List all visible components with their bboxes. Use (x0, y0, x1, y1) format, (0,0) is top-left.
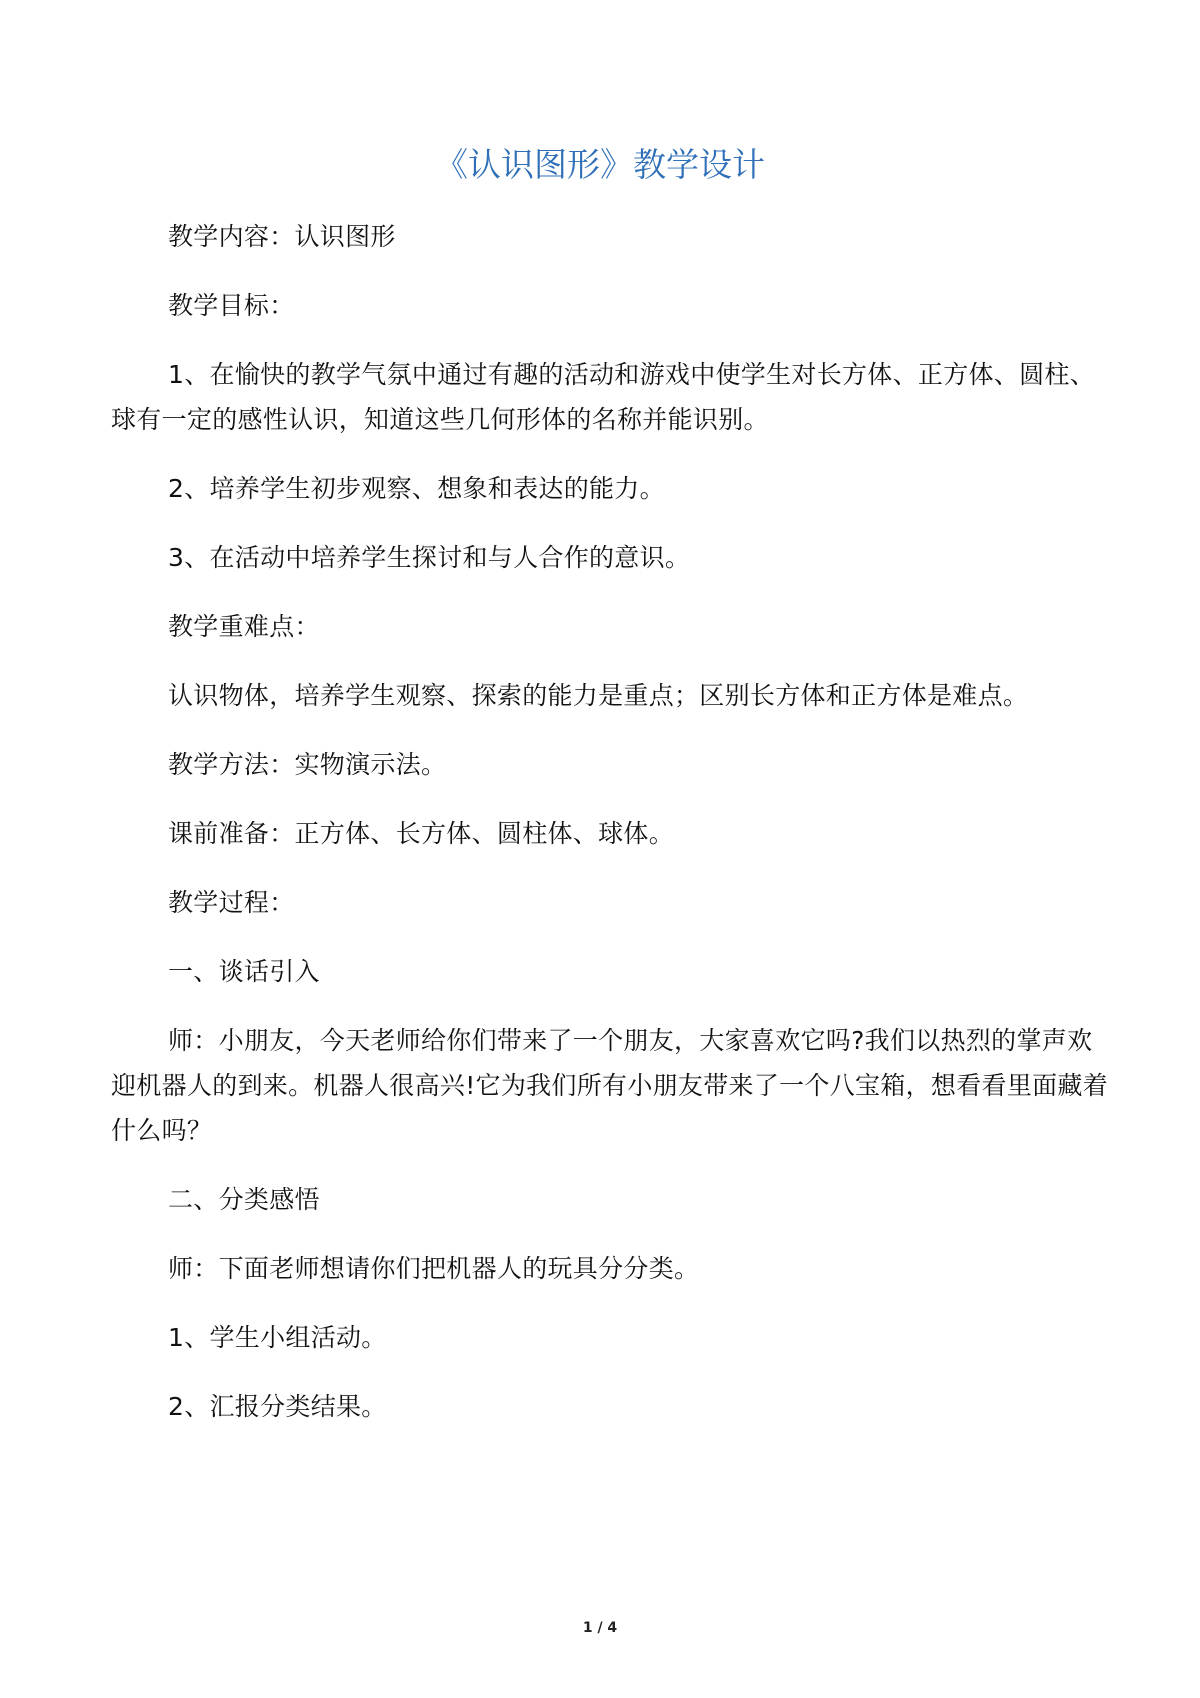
paragraph-key-points: 认识物体，培养学生观察、探索的能力是重点；区别长方体和正方体是难点。 (168, 681, 1029, 710)
paragraph-preparation: 课前准备：正方体、长方体、圆柱体、球体。 (168, 819, 675, 848)
paragraph-section-1-text: 师：小朋友，今天老师给你们带来了一个朋友，大家喜欢它吗?我们以热烈的掌声欢迎机器人的到来。机器人很高兴!它为我们所有小朋友带来了一个八宝箱，想看看里面藏着什么吗？ (111, 1026, 1109, 1145)
paragraph-section-2-text: 师：下面老师想请你们把机器人的玩具分分类。 (168, 1254, 700, 1283)
paragraph-key-points-heading: 教学重难点： (168, 612, 320, 641)
document-body (111, 214, 1111, 1453)
paragraph-teaching-goals-heading: 教学目标： (168, 291, 295, 320)
paragraph-section-1-heading: 一、谈话引入 (168, 957, 320, 986)
paragraph-step-2: 2、汇报分类结果。 (168, 1392, 387, 1421)
paragraph-teaching-method: 教学方法：实物演示法。 (168, 750, 447, 779)
paragraph-teaching-content: 教学内容：认识图形 (168, 222, 396, 251)
document-title: 《认识图形》教学设计 (435, 145, 765, 184)
paragraph-goal-1: 1、在愉快的教学气氛中通过有趣的活动和游戏中使学生对长方体、正方体、圆柱、球有一定的感性认识，知道这些几何形体的名称并能识别。 (111, 360, 1096, 434)
paragraph-section-2-heading: 二、分类感悟 (168, 1185, 320, 1214)
paragraph-goal-3: 3、在活动中培养学生探讨和与人合作的意识。 (168, 543, 691, 572)
page-indicator: 1 / 4 (582, 1620, 618, 1636)
paragraph-goal-2: 2、培养学生初步观察、想象和表达的能力。 (168, 474, 665, 503)
paragraph-step-1: 1、学生小组活动。 (168, 1323, 387, 1352)
paragraph-process-heading: 教学过程： (168, 888, 295, 917)
